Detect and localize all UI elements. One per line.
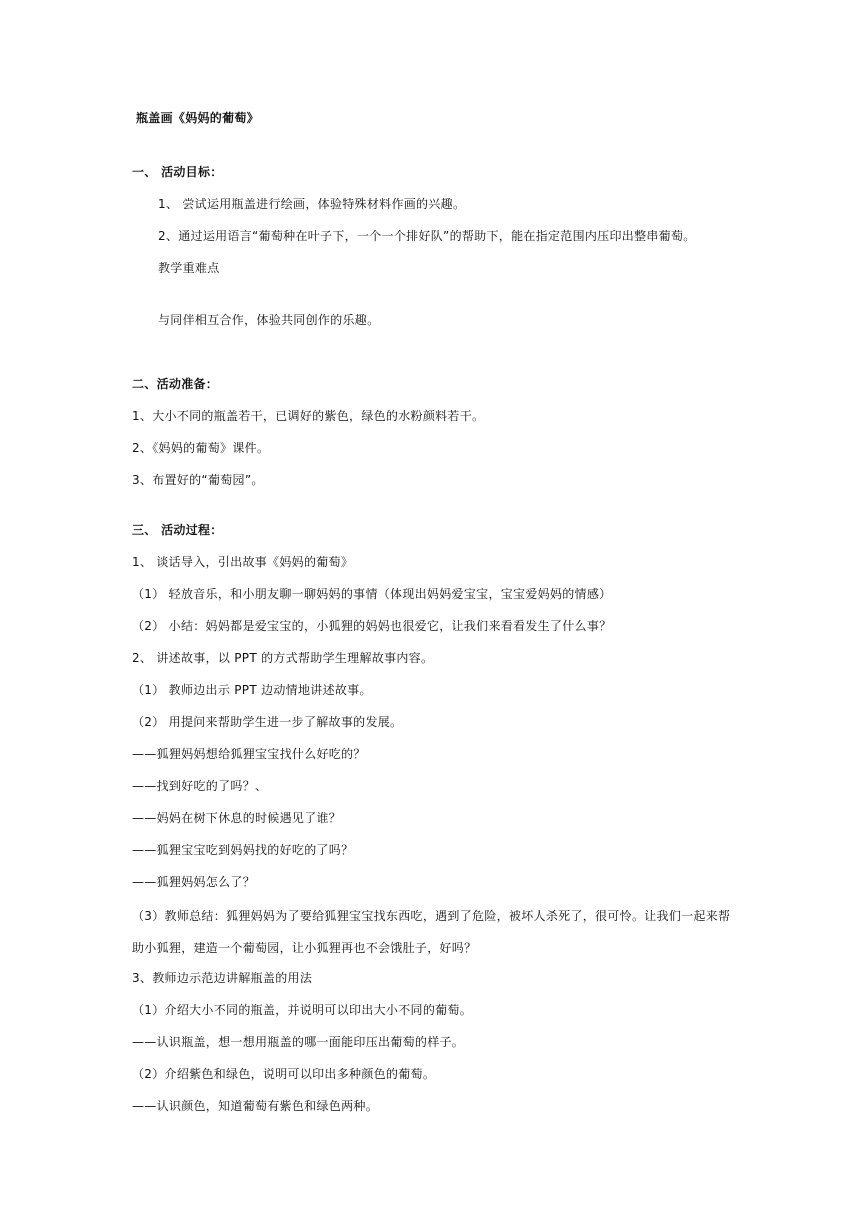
question-line: ——狐狸妈妈怎么了？ [132,875,256,889]
goal-item: 1、 尝试运用瓶盖进行绘画，体验特殊材料作画的兴趣。 [158,197,466,211]
process-line: ——认识颜色，知道葡萄有紫色和绿色两种。 [132,1099,379,1113]
process-line: （2） 用提问来帮助学生进一步了解故事的发展。 [132,715,403,729]
question-line: ——狐狸妈妈想给狐狸宝宝找什么好吃的？ [132,747,366,761]
preparation-item: 2、《妈妈的葡萄》课件。 [132,441,270,455]
question-line: ——妈妈在树下休息的时候遇见了谁？ [132,811,342,825]
preparation-item: 1、大小不同的瓶盖若干，已调好的紫色，绿色的水粉颜料若干。 [132,409,485,423]
preparation-item: 3、布置好的“葡萄园”。 [132,473,264,487]
process-line: 2、 讲述故事，以 PPT 的方式帮助学生理解故事内容。 [132,651,434,665]
section-heading-goals: 一、 活动目标： [132,165,223,179]
teacher-summary-paragraph: （3）教师总结：狐狸妈妈为了要给狐狸宝宝找东西吃，遇到了危险，被坏人杀死了，很可怜。让我们一起来帮助小狐狸，建造一个葡萄园，让小狐狸再也不会饿肚子，好吗？ [132,909,731,955]
process-line: （1） 轻放音乐，和小朋友聊一聊妈妈的事情（体现出妈妈爱宝宝，宝宝爱妈妈的情感） [132,587,612,601]
question-line: ——找到好吃的了吗？、 [132,779,268,793]
goal-item: 2、通过运用语言“葡萄种在叶子下，一个一个排好队”的帮助下，能在指定范围内压印出整串葡萄。 [158,229,696,243]
document-title: 瓶盖画《妈妈的葡萄》 [136,111,260,125]
section-heading-process: 三、 活动过程： [132,523,223,537]
process-line: 3、教师边示范边讲解瓶盖的用法 [132,971,313,985]
process-line: （1） 教师边出示 PPT 边动情地讲述故事。 [132,683,372,697]
process-line: 1、 谈话导入，引出故事《妈妈的葡萄》 [132,555,354,569]
section-heading-preparation: 二、活动准备： [132,377,219,391]
question-line: ——狐狸宝宝吃到妈妈找的好吃的了吗？ [132,843,354,857]
process-line: （2） 小结：妈妈都是爱宝宝的，小狐狸的妈妈也很爱它，让我们来看看发生了什么事？ [132,619,612,633]
key-points-text: 与同伴相互合作，体验共同创作的乐趣。 [158,313,380,327]
process-line: ——认识瓶盖，想一想用瓶盖的哪一面能印压出葡萄的样子。 [132,1035,465,1049]
process-line: （2）介绍紫色和绿色，说明可以印出多种颜色的葡萄。 [132,1067,436,1081]
key-points-label: 教学重难点 [158,261,220,275]
process-line: （1）介绍大小不同的瓶盖，并说明可以印出大小不同的葡萄。 [132,1003,473,1017]
